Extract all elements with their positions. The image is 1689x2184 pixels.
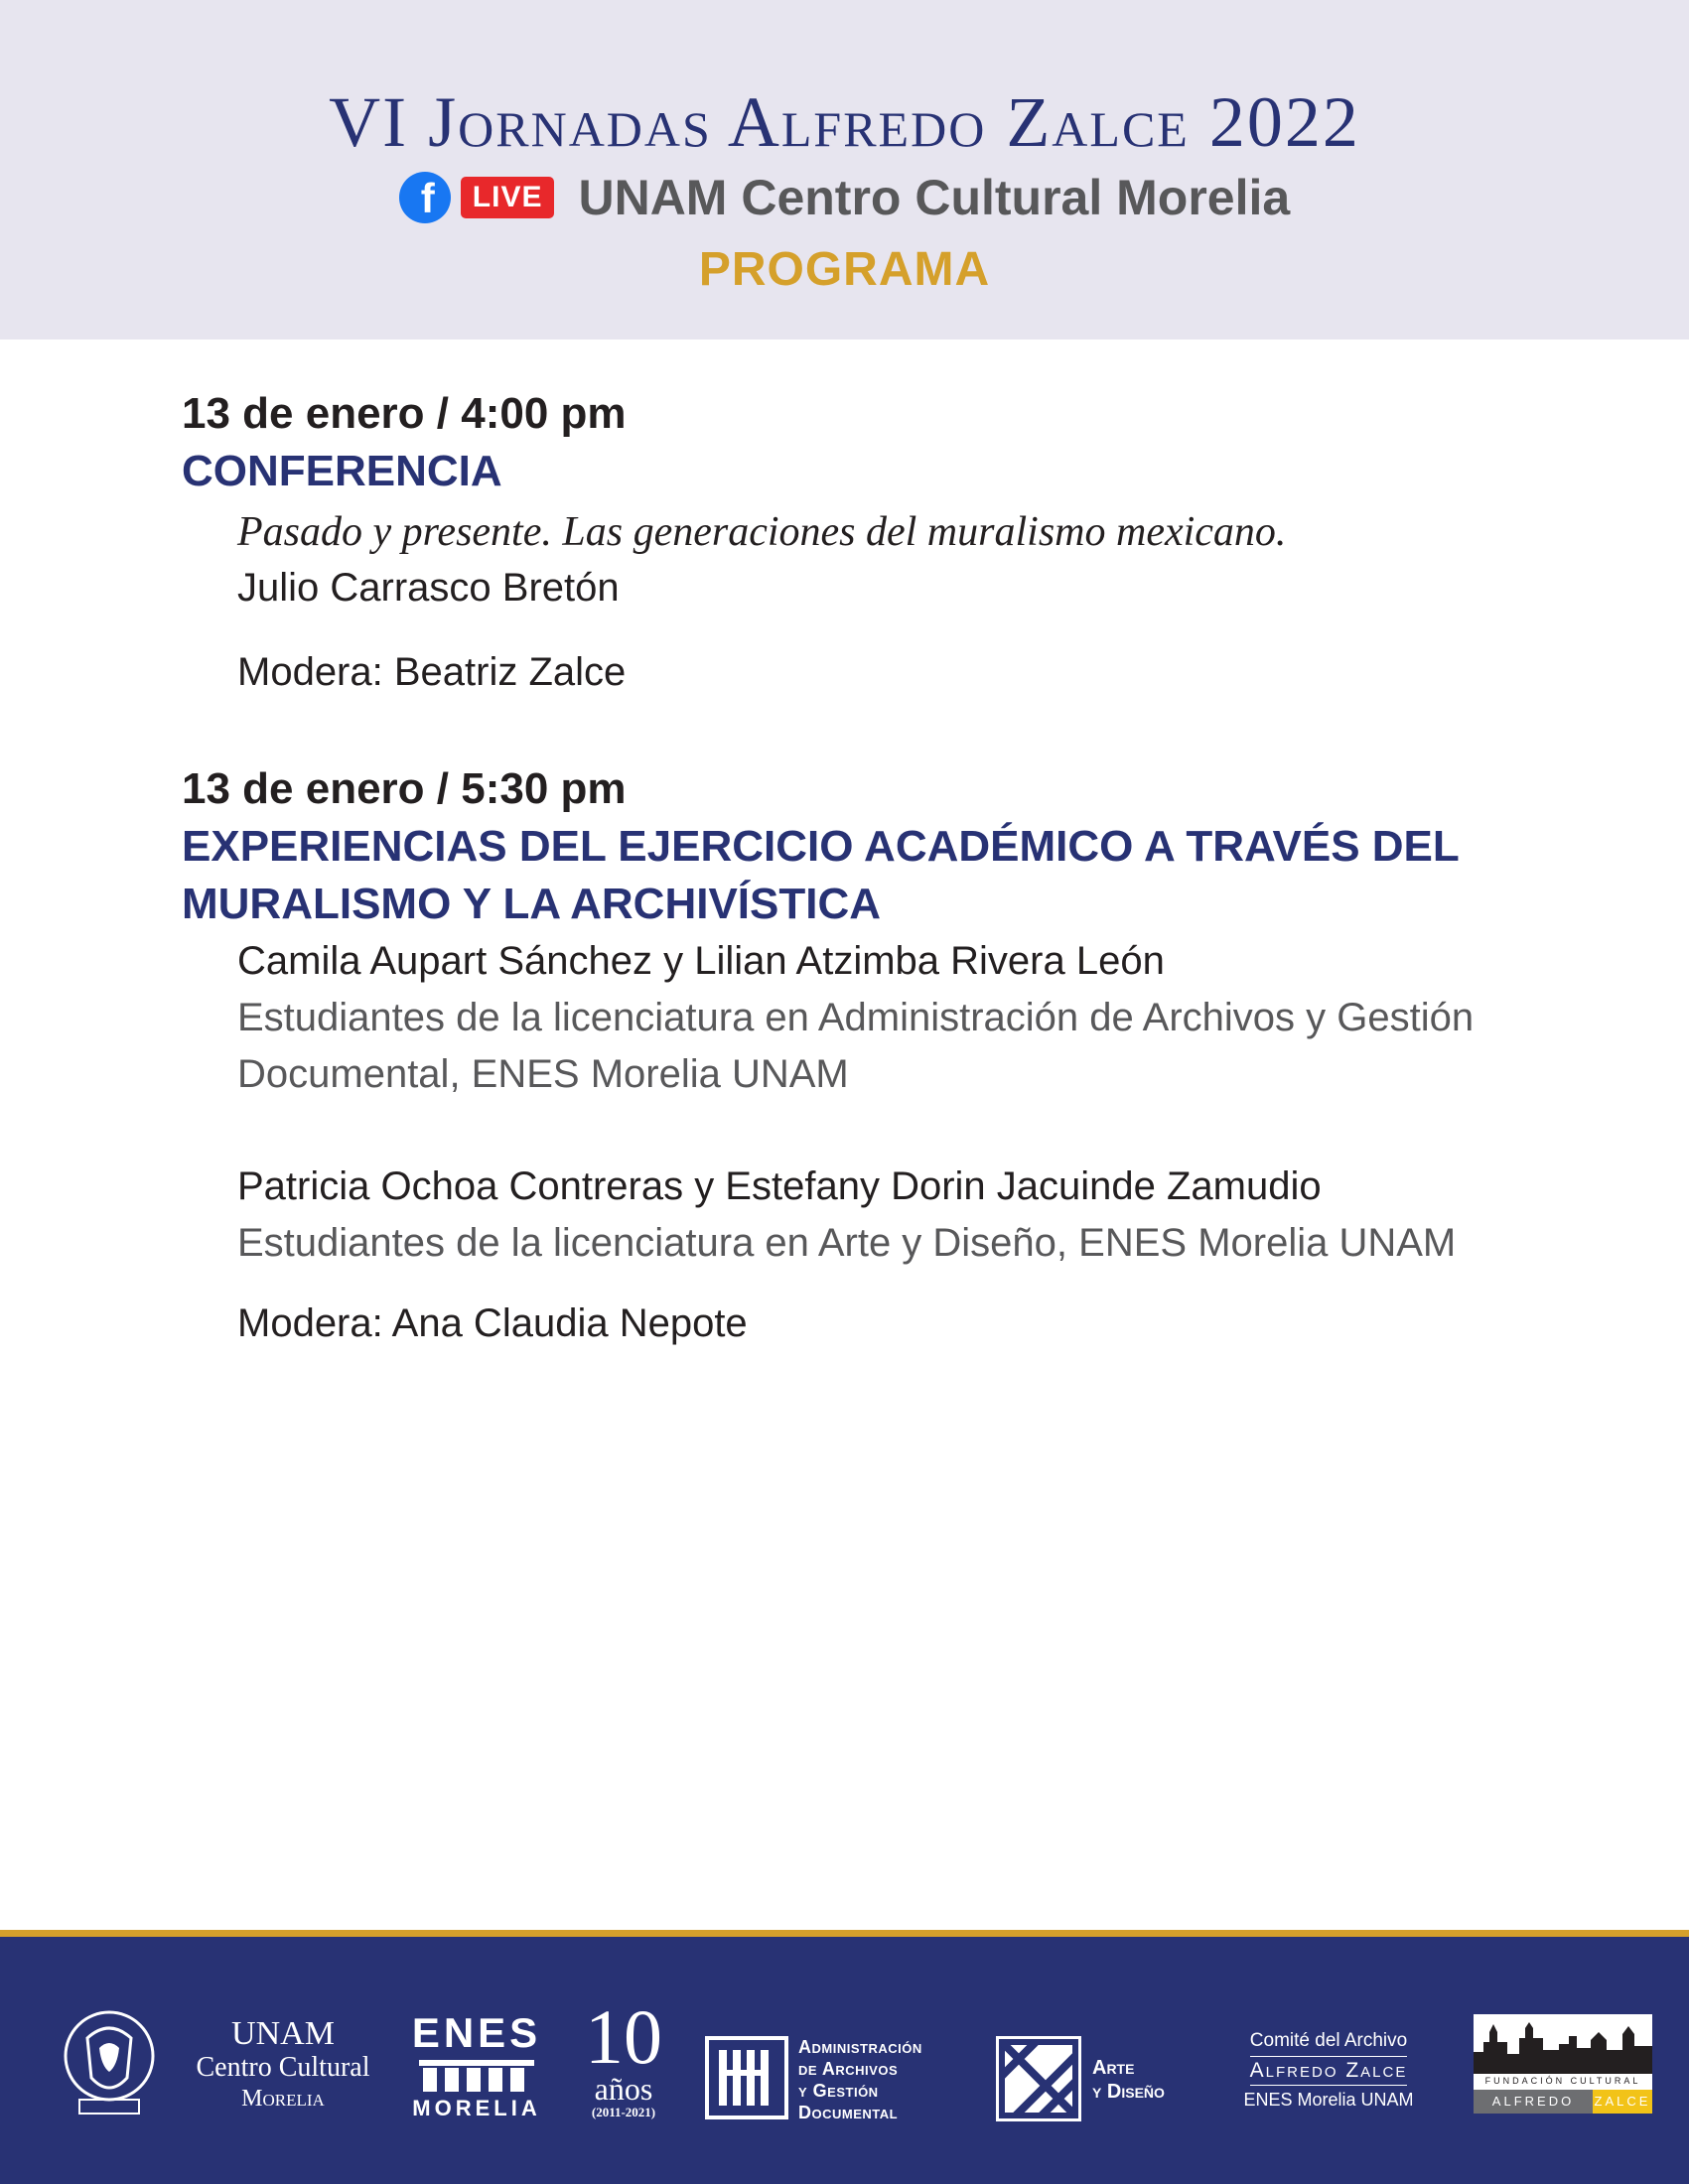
event-date: 13 de enero / 5:30 pm <box>182 764 627 813</box>
enes-logo-sub: MORELIA <box>412 2096 541 2120</box>
live-row <box>0 165 1689 230</box>
ten-years-range: (2011-2021) <box>591 2105 656 2119</box>
unam-logo-line-3: Morelia <box>241 2086 325 2112</box>
live-badge: LIVE <box>461 177 555 218</box>
talk-title: Pasado y presente. Las generaciones del muralismo mexicano. <box>237 509 1287 555</box>
header-band <box>0 0 1689 340</box>
page-title: VI Jornadas Alfredo Zalce 2022 <box>329 82 1360 162</box>
arte-diseno-logo-icon <box>996 2036 1081 2121</box>
unam-logo-line-2: Centro Cultural <box>196 2052 370 2083</box>
fundacion-name-alfredo: ALFREDO <box>1474 2090 1593 2114</box>
speakers-1-desc-line-2: Documental, ENES Morelia UNAM <box>237 1052 849 1096</box>
speakers-1-desc-line-1: Estudiantes de la licenciatura en Administración de Archivos y Gestión <box>237 996 1475 1039</box>
live-channel: UNAM Centro Cultural Morelia <box>578 170 1291 225</box>
ten-years-number: 10 <box>585 1993 662 2080</box>
arte-diseno-logo-text <box>1092 2056 1201 2104</box>
programa-heading: PROGRAMA <box>698 243 991 296</box>
fundacion-zalce-logo <box>1474 2014 1652 2114</box>
enes-logo <box>407 2010 546 2121</box>
archivos-logo-text <box>798 2036 987 2123</box>
speakers-group-2: Patricia Ochoa Contreras y Estefany Dorin Jacuinde Zamudio <box>237 1164 1322 1208</box>
facebook-icon: f <box>399 172 451 223</box>
event-type-line-1: EXPERIENCIAS DEL EJERCICIO ACADÉMICO A TRAVÉS DEL <box>182 822 1460 871</box>
archivos-line-1: Administración <box>798 2037 922 2057</box>
speakers-2-desc: Estudiantes de la licenciatura en Arte y Diseño, ENES Morelia UNAM <box>237 1221 1457 1265</box>
colonnade-icon <box>419 2060 534 2094</box>
archivos-line-4: Documental <box>798 2103 899 2122</box>
fundacion-line-1: FUNDACIÓN CULTURAL <box>1484 2076 1641 2086</box>
unam-logo-line-1: UNAM <box>231 2015 335 2052</box>
event-type: CONFERENCIA <box>182 447 502 495</box>
comite-archivo-logo <box>1229 2028 1428 2114</box>
unam-logo <box>184 2016 382 2114</box>
comite-line-3: ENES Morelia UNAM <box>1243 2090 1414 2110</box>
moderator: Modera: Ana Claudia Nepote <box>237 1301 748 1345</box>
event-1 <box>182 385 1532 701</box>
comite-line-2: Alfredo Zalce <box>1250 2057 1408 2086</box>
footer-logos <box>0 1937 1689 2184</box>
moderator: Modera: Beatriz Zalce <box>237 650 627 694</box>
ten-years-logo <box>574 1993 673 2121</box>
archivos-line-2: de Archivos <box>798 2059 899 2079</box>
fundacion-name-zalce: ZALCE <box>1593 2090 1652 2114</box>
arte-line-1: Arte <box>1092 2057 1135 2079</box>
comite-line-1: Comité del Archivo <box>1250 2028 1407 2057</box>
unam-seal-icon <box>58 2008 161 2117</box>
archivos-line-3: y Gestión <box>798 2081 879 2101</box>
arte-line-2: y Diseño <box>1092 2081 1165 2103</box>
event-2 <box>182 760 1532 1352</box>
footer-divider <box>0 1930 1689 1937</box>
archivos-logo-icon <box>705 2036 788 2119</box>
event-type-line-2: MURALISMO Y LA ARCHIVÍSTICA <box>182 880 882 928</box>
enes-logo-name: ENES <box>411 2009 542 2056</box>
skyline-icon <box>1474 2014 1652 2084</box>
ten-years-word: años <box>594 2071 653 2107</box>
event-date: 13 de enero / 4:00 pm <box>182 389 627 438</box>
speaker: Julio Carrasco Bretón <box>237 566 620 610</box>
speakers-group-1: Camila Aupart Sánchez y Lilian Atzimba Rivera León <box>237 939 1165 983</box>
